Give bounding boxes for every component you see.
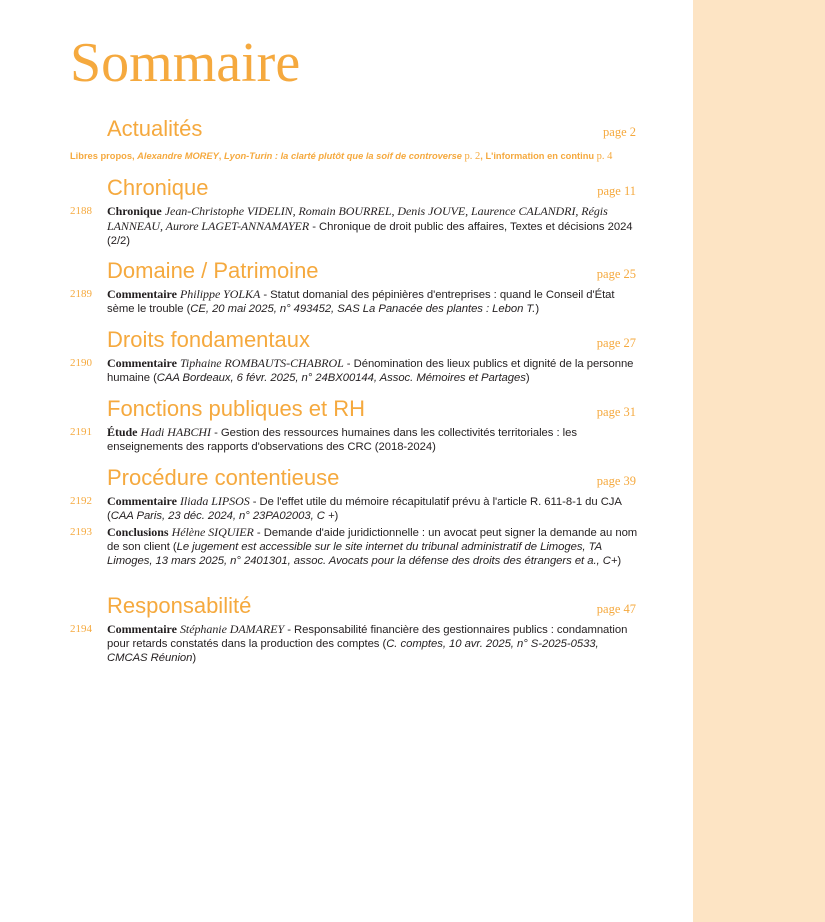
article-reference: CAA Paris, 23 déc. 2024, n° 23PA02003, C + [110, 510, 335, 523]
section-title: Procédure contentieuse [107, 465, 340, 490]
actualites-line [70, 150, 640, 163]
article-type: Étude [107, 425, 138, 439]
section-title: Actualités [107, 116, 203, 141]
section-title: Droits fondamentaux [107, 327, 310, 352]
article-entry[interactable] [107, 356, 638, 385]
article-type: Chronique [107, 204, 162, 218]
article-author: Tiphaine ROMBAUTS-CHABROL [179, 356, 344, 370]
section-page-link[interactable]: page 25 [596, 267, 636, 281]
article-number: 2194 [70, 623, 92, 635]
article-entry[interactable] [107, 525, 638, 569]
article-title: - Dénomination des lieux publics et dignité de la personne humaine ( [107, 358, 634, 385]
article-entry[interactable] [107, 494, 638, 523]
article-ref-close: ) [617, 555, 622, 568]
article-ref-close: ) [334, 510, 339, 523]
article-type: Commentaire [107, 287, 177, 301]
article-title: - Responsabilité financière des gestionnaires publics : condamnation pour retards constatés dans la production des comptes ( [107, 624, 628, 651]
decorative-sidebar [693, 0, 825, 922]
article-author: Hadi HABCHI [140, 425, 211, 439]
article-author: Philippe YOLKA [179, 287, 261, 301]
article-number: 2190 [70, 357, 92, 369]
section-header-actualites [107, 114, 636, 142]
actualites-text-2: , L'information en continu [480, 151, 595, 161]
article-number: 2191 [70, 426, 92, 438]
article-entry[interactable] [107, 287, 638, 316]
article-ref-close: ) [535, 303, 540, 316]
section-header-chronique [107, 173, 636, 201]
section-page-link[interactable]: page 47 [596, 602, 636, 616]
actualites-page-ref-2[interactable]: p. 4 [596, 151, 613, 162]
article-number: 2189 [70, 288, 92, 300]
actualites-text: Libres propos, [70, 151, 138, 161]
section-header-fonctions [107, 394, 636, 422]
article-reference: C. comptes, 10 avr. 2025, n° S-2025-0533, CMCAS Réunion [107, 638, 599, 665]
article-title: - De l'effet utile du mémoire récapitulatif prévu à l'article R. 611-8-1 du CJA ( [107, 496, 622, 523]
section-page-link[interactable]: page 39 [596, 474, 636, 488]
article-number: 2188 [70, 205, 92, 217]
actualites-sep: , [218, 151, 224, 161]
article-number: 2193 [70, 526, 92, 538]
section-header-droits [107, 325, 636, 353]
article-ref-close: ) [525, 372, 530, 385]
article-title: - Statut domanial des pépinières d'entreprises : quand le Conseil d'État sème le trouble ( [107, 289, 615, 316]
section-header-domaine [107, 256, 636, 284]
section-title: Fonctions publiques et RH [107, 396, 366, 421]
article-reference: CAA Bordeaux, 6 févr. 2025, n° 24BX00144, Assoc. Mémoires et Partages [156, 372, 526, 385]
page-title: Sommaire [70, 32, 301, 94]
article-author: Hélène SIQUIER [171, 525, 254, 539]
article-entry[interactable] [107, 425, 638, 454]
section-title: Chronique [107, 175, 209, 200]
section-title: Domaine / Patrimoine [107, 258, 319, 283]
article-author: Jean-Christophe VIDELIN, Romain BOURREL, Denis JOUVE, Laurence CALANDRI, Régis LANNEAU, Aurore LAGET-ANNAMAYER [107, 204, 608, 234]
actualites-page-ref[interactable]: p. 2 [464, 151, 481, 162]
section-header-procedure [107, 463, 636, 491]
section-title: Responsabilité [107, 593, 252, 618]
article-ref-close: ) [192, 652, 197, 665]
article-number: 2192 [70, 495, 92, 507]
article-title: - Demande d'aide juridictionnelle : un avocat peut signer la demande au nom de son client ( [107, 527, 638, 554]
section-page-link[interactable]: page 27 [596, 336, 636, 350]
article-title: - Gestion des ressources humaines dans les collectivités territoriales : les enseignements des rapports d'observations des CRC (2018-2024) [107, 427, 577, 454]
article-author: Iliada LIPSOS [179, 494, 250, 508]
section-header-responsabilite [107, 591, 636, 619]
section-page-link[interactable]: page 11 [597, 184, 636, 198]
section-page-link[interactable]: page 2 [603, 125, 636, 139]
article-reference: Le jugement est accessible sur le site internet du tribunal administratif de Limoges, TA Limoges, 13 mars 2025, n° 2401301, assoc. Avocats pour la défense des droits des étrangers et a., C+ [107, 541, 618, 568]
actualites-author: Alexandre MOREY [137, 151, 219, 161]
article-entry[interactable] [107, 204, 638, 249]
article-type: Commentaire [107, 494, 177, 508]
article-title: - Chronique de droit public des affaires, Textes et décisions 2024 (2/2) [107, 221, 633, 248]
actualites-subject: Lyon-Turin : la clarté plutôt que la soif de controverse [223, 151, 462, 161]
section-page-link[interactable]: page 31 [596, 405, 636, 419]
article-entry[interactable] [107, 622, 638, 666]
article-reference: CE, 20 mai 2025, n° 493452, SAS La Panacée des plantes : Lebon T. [190, 303, 536, 316]
article-type: Conclusions [107, 525, 169, 539]
article-type: Commentaire [107, 622, 177, 636]
article-type: Commentaire [107, 356, 177, 370]
article-author: Stéphanie DAMAREY [179, 622, 285, 636]
